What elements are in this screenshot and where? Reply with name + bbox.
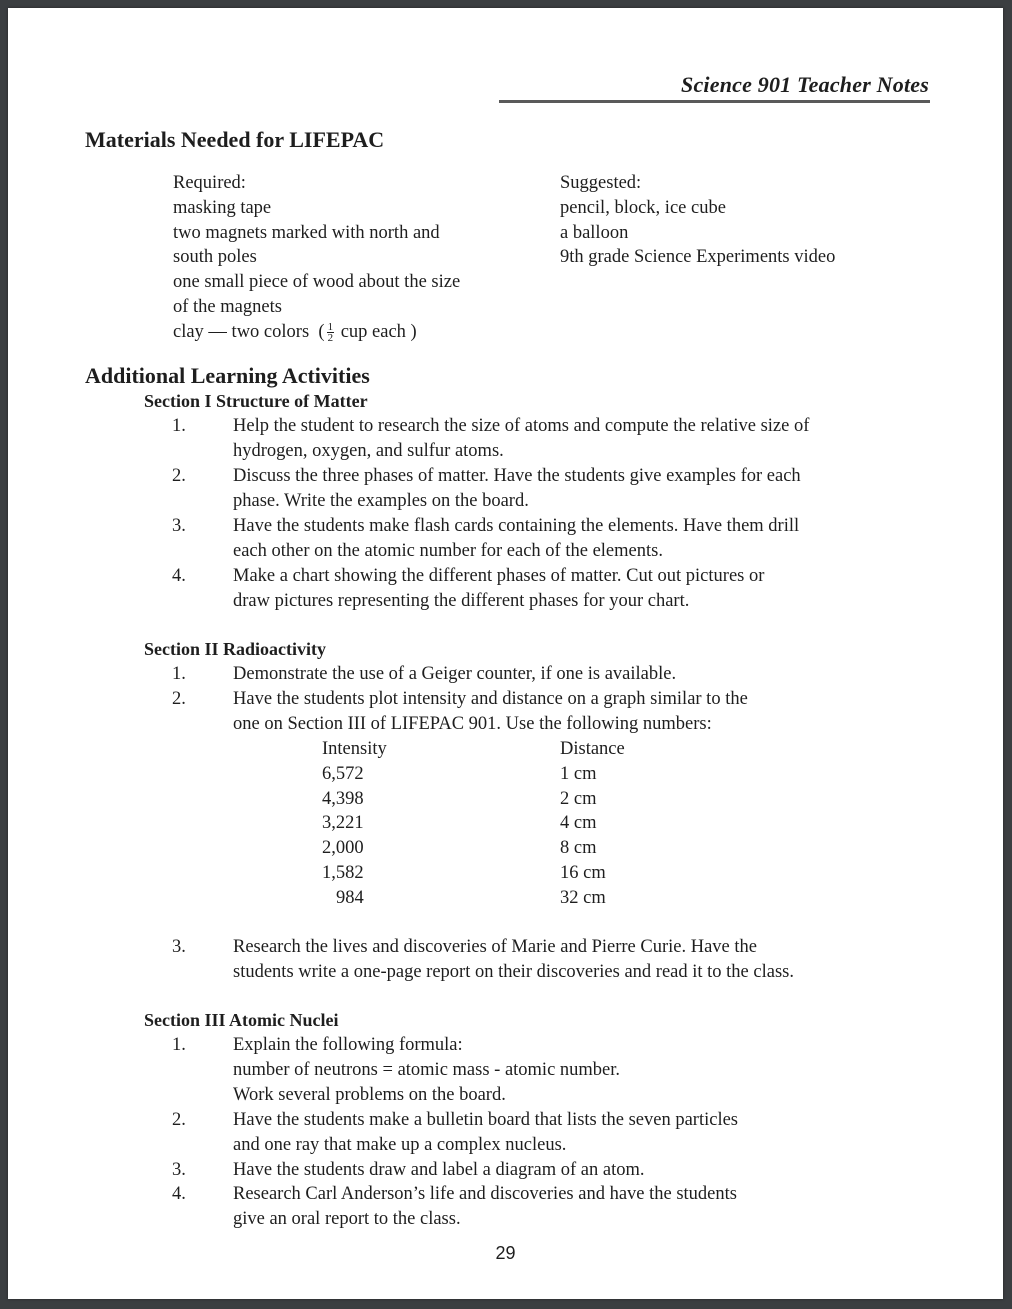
table-row: 3,221 4 cm (322, 813, 597, 834)
page-number: 29 (495, 1243, 516, 1263)
section-3-title: Section III Atomic Nuclei (144, 1010, 339, 1030)
required-label: Required: (173, 173, 246, 193)
materials-heading: Materials Needed for LIFEPAC (85, 127, 385, 152)
section-2-title: Section II Radioactivity (144, 639, 326, 659)
table-row: 2,000 8 cm (322, 838, 597, 859)
formula: number of neutrons = atomic mass - atomic number. (233, 1059, 621, 1080)
required-item: one small piece of wood about the size (173, 272, 461, 293)
suggested-item: a balloon (560, 222, 629, 243)
suggested-materials-list (560, 171, 835, 270)
header-rule (499, 100, 930, 103)
table-header-row: Intensity Distance (322, 739, 625, 759)
section-1-title: Section I Structure of Matter (144, 391, 368, 411)
document-page: Science 901 Teacher Notes Materials Needed for LIFEPAC Required: masking tape two magnets marked with north and south poles one small piece of wood about the size of the magnets clay — two colors ( $\frac{1}{2}$ cup each ) Suggested: pencil, block, ice cube a balloon 9th grade Science Experiments video Additional Learning Activities Section I Structure of Matter 1. Help the student to research the size of atoms and compute the relative size of hydrogen, oxygen, and sulfur atoms. 2. Discuss the three phases of matter. Have the students give examples for each phase. Write the examples on the board. 3. Have the students make flash cards containing the elements. Have them drill each other on the atomic number for each of the elements. 4. Make a chart showing the different phases of matter. Cut out pictures or draw pictures representing the different phases for your chart. Section II Radioactivity 1. Demonstrate the use of a Geiger counter, if one is available. 2. Have the students plot intensity and distance on a graph similar to the one on Section III of LIFEPAC 901. Use the following numbers: Intensity Distance 6,572 1 cm 4,398 2 cm 3,221 4 cm 2,000 8 cm 1,582 16 cm 984 32 cm 3. Research the lives and discoveries of Marie and Pierre Curie. Have the students write a one-page report on their discoveries and read it to the class. Section III Atomic Nuclei 1. Explain the following formula: number of neutrons = atomic mass - atomic number. Work several problems on the board. 2. Have the students make a bulletin board that lists the seven particles and one ray that make up a complex nucleus. 3. Have the students draw and label a diagram of an atom. 4. Research Carl Anderson’s life and discoveries and have the students give an oral report to the class. 29 (8, 8, 1003, 1299)
suggested-item: 9th grade Science Experiments video (560, 247, 836, 268)
intensity-distance-table (322, 737, 625, 911)
required-item: south poles (173, 247, 257, 268)
table-row: 4,398 2 cm (322, 788, 597, 809)
activities-heading: Additional Learning Activities (85, 363, 370, 388)
table-row: 6,572 1 cm (322, 763, 597, 784)
running-header-title: Science 901 Teacher Notes (681, 72, 929, 97)
required-item-clay: clay — two colors ( $\frac{1}{2}$ cup each ) (173, 321, 417, 345)
table-row: 984 32 cm (336, 887, 606, 908)
table-row: 1,582 16 cm (322, 862, 606, 883)
required-materials-list (173, 171, 460, 345)
required-item: two magnets marked with north and (173, 222, 440, 243)
fraction-half: $\frac{1}{2}$ (327, 321, 334, 345)
required-item: masking tape (173, 197, 272, 218)
suggested-item: pencil, block, ice cube (560, 197, 726, 218)
suggested-label: Suggested: (560, 173, 642, 193)
required-item: of the magnets (173, 296, 282, 317)
